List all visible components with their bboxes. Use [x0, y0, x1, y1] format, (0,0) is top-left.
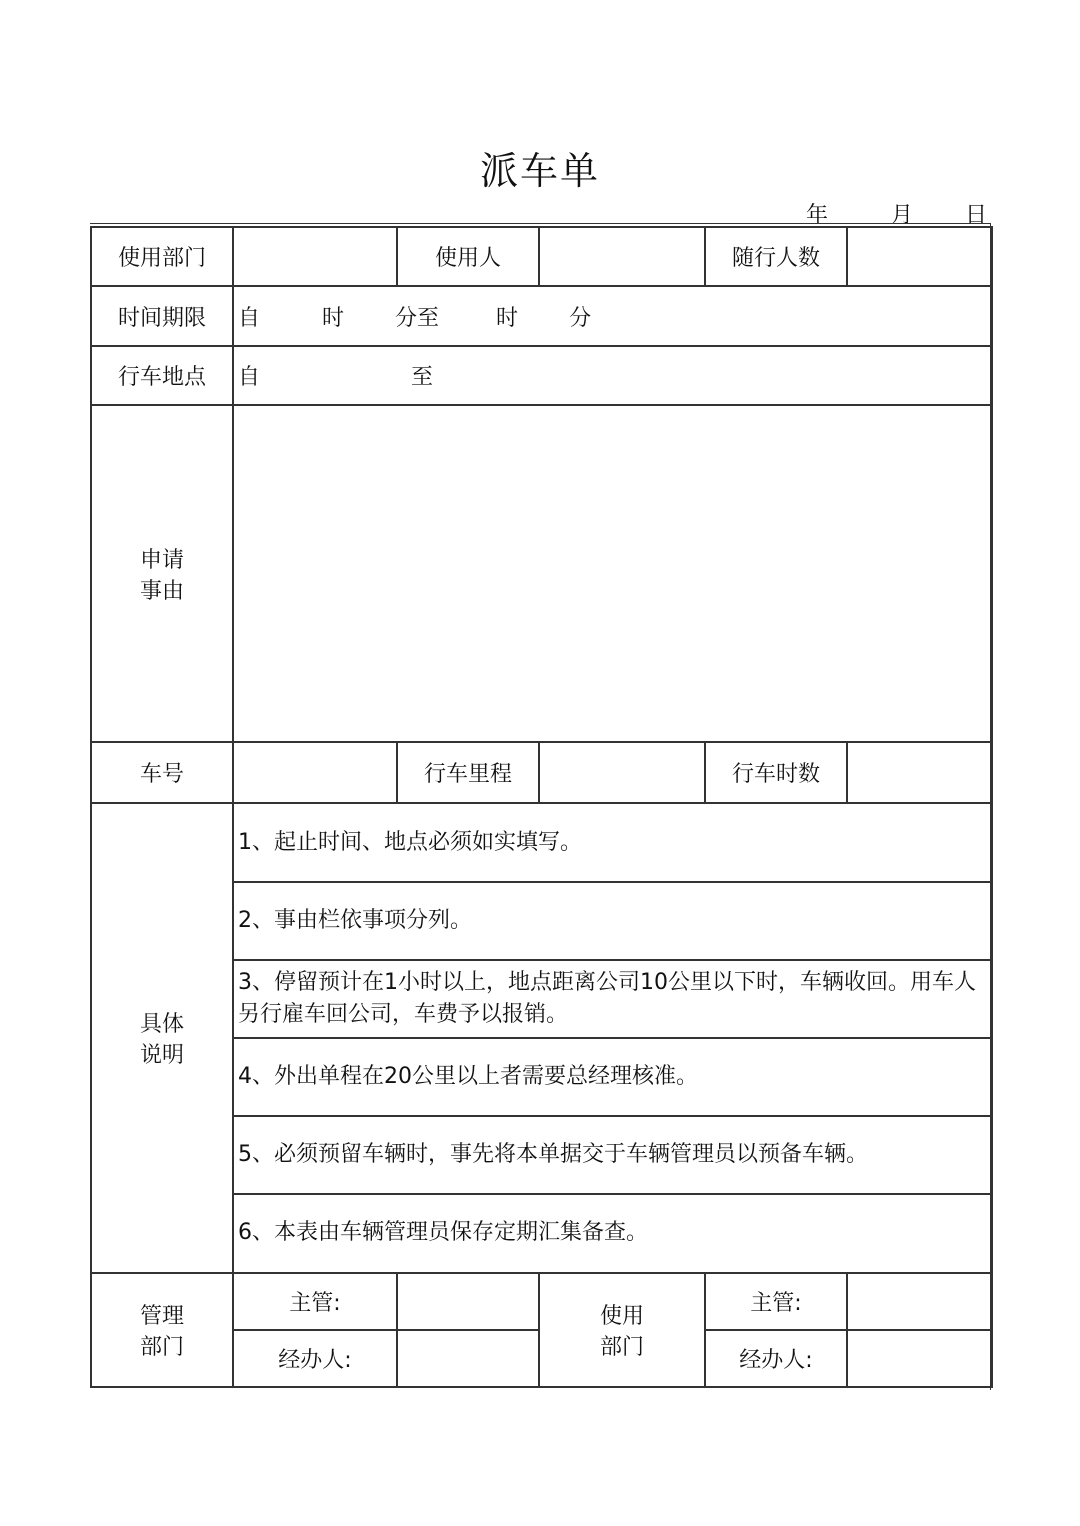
companions-field[interactable] — [847, 227, 992, 286]
row-reason — [91, 405, 992, 742]
row-location — [91, 346, 992, 405]
companions-label: 随行人数 — [705, 227, 847, 286]
reason-label-line2: 事由 — [139, 578, 184, 604]
date-year: 年 — [806, 203, 829, 228]
reason-label-line1: 申请 — [139, 547, 184, 573]
user-handler-field[interactable] — [847, 1330, 992, 1387]
user-handler-label: 经办人: — [705, 1330, 847, 1387]
department-field[interactable] — [233, 227, 397, 286]
reason-field[interactable] — [233, 405, 992, 742]
page-title: 派车单 — [479, 149, 600, 193]
notes-label-line2: 说明 — [139, 1043, 184, 1068]
user-supervisor-field[interactable] — [847, 1273, 992, 1330]
note-item-6: 6、本表由车辆管理员保存定期汇集备查。 — [233, 1194, 992, 1272]
user-dept-label — [539, 1273, 705, 1387]
time-min-to-text: 分至 — [395, 305, 440, 331]
mgmt-supervisor-field[interactable] — [397, 1273, 539, 1330]
time-min2-text: 分 — [569, 305, 592, 331]
note-item-4: 4、外出单程在20公里以上者需要总经理核准。 — [233, 1038, 992, 1116]
location-label: 行车地点 — [91, 346, 233, 405]
user-dept-line2: 部门 — [599, 1334, 644, 1360]
time-limit-field[interactable] — [233, 286, 992, 346]
date-day: 日 — [965, 203, 988, 228]
user-dept-line1: 使用 — [599, 1303, 644, 1329]
mgmt-dept-label — [91, 1273, 233, 1387]
location-to-text: 至 — [411, 365, 434, 391]
reason-label — [91, 405, 233, 742]
mgmt-handler-field[interactable] — [397, 1330, 539, 1387]
row-time-limit — [91, 286, 992, 346]
signoff-row — [91, 1273, 992, 1330]
note-item-5: 5、必须预留车辆时，事先将本单据交于车辆管理员以预备车辆。 — [233, 1116, 992, 1194]
mileage-field[interactable] — [539, 742, 705, 803]
notes-label — [91, 803, 233, 1272]
car-no-field[interactable] — [233, 742, 397, 803]
mileage-label: 行车里程 — [397, 742, 539, 803]
note-item-2: 2、事由栏依事项分列。 — [233, 882, 992, 960]
user-label: 使用人 — [397, 227, 539, 286]
time-from-text: 自 — [238, 305, 261, 331]
table-outer-border-bottom — [90, 1387, 991, 1388]
time-hour1-text: 时 — [322, 305, 345, 331]
car-no-label: 车号 — [91, 742, 233, 803]
location-from-text: 自 — [238, 365, 261, 391]
table-outer-border-right — [990, 224, 991, 1390]
note-row — [91, 803, 992, 881]
location-field[interactable] — [233, 346, 992, 405]
date-month: 月 — [891, 203, 914, 228]
department-label: 使用部门 — [91, 227, 233, 286]
user-field[interactable] — [539, 227, 705, 286]
user-supervisor-label: 主管: — [705, 1273, 847, 1330]
mgmt-supervisor-label: 主管: — [233, 1273, 397, 1330]
hours-field[interactable] — [847, 742, 992, 803]
row-department — [91, 227, 992, 286]
time-limit-label: 时间期限 — [91, 286, 233, 346]
note-item-3: 3、停留预计在1小时以上，地点距离公司10公里以下时，车辆收回。用车人另行雇车回公司，车费予以报销。 — [233, 960, 992, 1038]
header-rule — [90, 223, 991, 224]
time-hour2-text: 时 — [496, 305, 519, 331]
dispatch-form-table — [90, 226, 993, 1388]
mgmt-dept-line2: 部门 — [139, 1334, 184, 1360]
notes-label-line1: 具体 — [139, 1012, 184, 1037]
mgmt-handler-label: 经办人: — [233, 1330, 397, 1387]
mgmt-dept-line1: 管理 — [139, 1303, 184, 1329]
hours-label: 行车时数 — [705, 742, 847, 803]
note-item-1: 1、起止时间、地点必须如实填写。 — [233, 803, 992, 881]
row-vehicle — [91, 742, 992, 803]
